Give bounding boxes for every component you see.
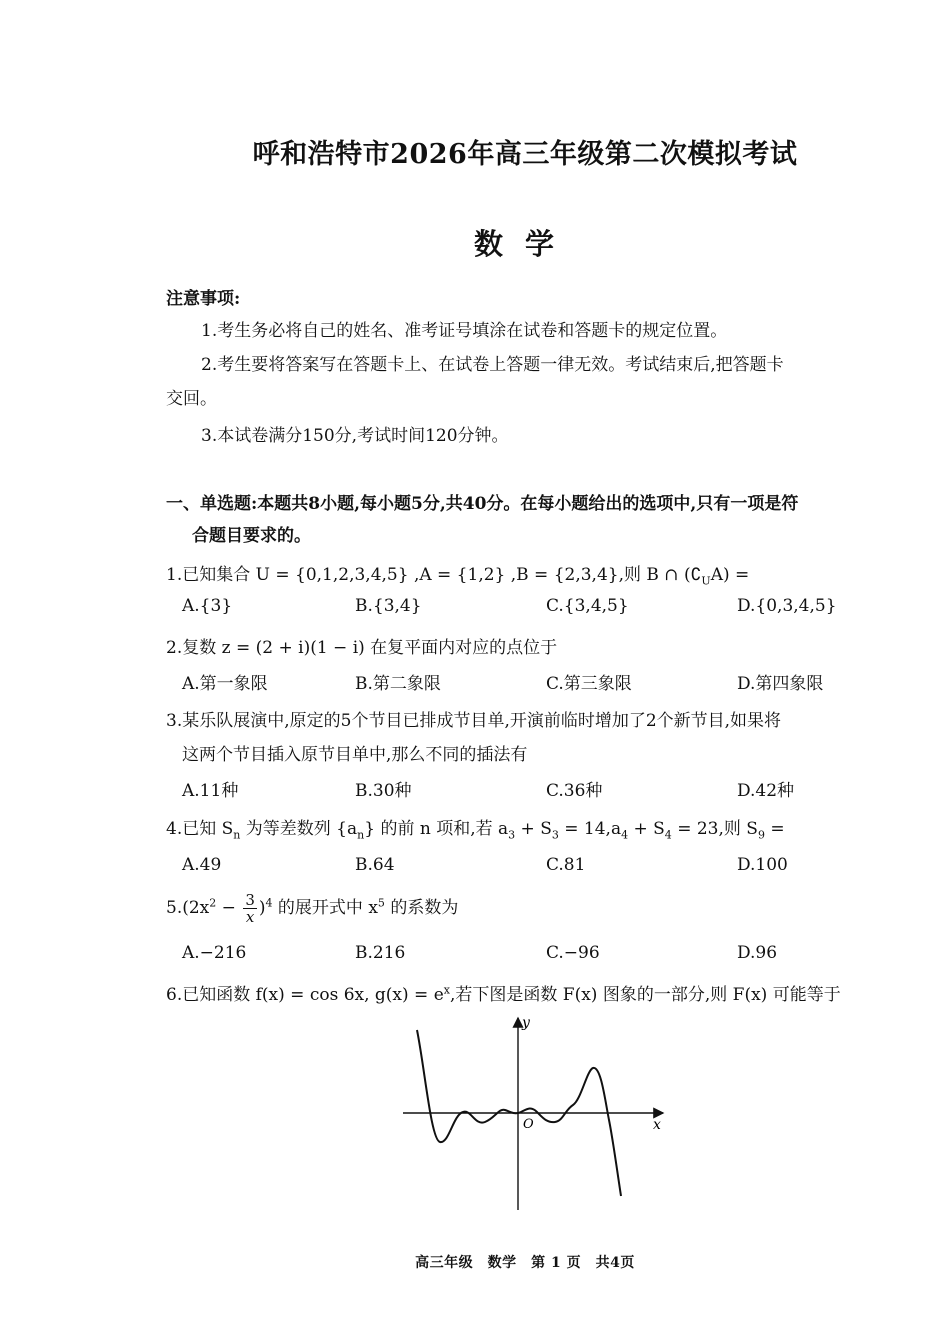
exam-title: 呼和浩特市2026年高三年级第二次模拟考试 xyxy=(252,139,798,170)
q4-part-a: 4.已知 S xyxy=(166,819,234,839)
q4-part-c: } 的前 n 项和,若 a xyxy=(364,819,509,839)
x-axis-label: x xyxy=(653,1117,661,1133)
q5-part-d: 的展开式中 x xyxy=(272,898,378,918)
notice-item-2-cont: 交回。 xyxy=(166,389,217,409)
question-2-stem: 2.复数 z = (2 + i)(1 − i) 在复平面内对应的点位于 xyxy=(166,638,558,658)
q1-stem-sub: U xyxy=(701,574,711,588)
q1-stem-text: 1.已知集合 U = {0,1,2,3,4,5} ,A = {1,2} ,B = {2,3,4},则 B ∩ (∁ xyxy=(166,565,702,585)
q3-option-d: D.42种 xyxy=(737,781,795,801)
q5-sup-a: 2 xyxy=(209,896,217,910)
q5-fraction xyxy=(243,892,257,925)
page-footer: 高三年级 数学 第 1 页 共4页 xyxy=(415,1255,635,1271)
q5-part-c: ) xyxy=(258,898,266,918)
q5-part-e: 的系数为 xyxy=(384,898,459,918)
q5-frac-num: 3 xyxy=(245,891,255,909)
q1-option-c: C.{3,4,5} xyxy=(546,596,629,616)
q5-sup-c: 4 xyxy=(265,896,273,910)
question-4-stem xyxy=(166,814,785,841)
q4-part-e: = 14,a xyxy=(558,819,622,839)
notice-item-3: 3.本试卷满分150分,考试时间120分钟。 xyxy=(201,426,509,446)
q2-option-c: C.第三象限 xyxy=(546,674,632,694)
q1-stem-end: A) = xyxy=(710,565,750,585)
q4-part-h: = xyxy=(764,819,785,839)
q1-option-a: A.{3} xyxy=(182,596,233,616)
q4-sub-d: 3 xyxy=(551,828,559,842)
q2-option-d: D.第四象限 xyxy=(737,674,824,694)
origin-label: O xyxy=(523,1117,534,1132)
q4-part-f: + S xyxy=(628,819,665,839)
question-1-stem xyxy=(166,560,749,587)
q4-part-b: 为等差数列 {a xyxy=(240,819,358,839)
q5-option-c: C.−96 xyxy=(546,943,600,963)
q4-sub-b: n xyxy=(357,828,365,842)
q6-part-b: ,若下图是函数 F(x) 图象的一部分,则 F(x) 可能等于 xyxy=(449,985,841,1005)
question-3-stem-line2: 这两个节目插入原节目单中,那么不同的插法有 xyxy=(182,745,528,765)
section-heading-line1: 一、单选题:本题共8小题,每小题5分,共40分。在每小题给出的选项中,只有一项是符 xyxy=(166,494,799,514)
q4-option-d: D.100 xyxy=(737,855,788,875)
q4-sub-c: 3 xyxy=(508,828,516,842)
q2-option-b: B.第二象限 xyxy=(355,674,441,694)
q5-part-a: 5.(2x xyxy=(166,898,210,918)
question-3-stem-line1: 3.某乐队展演中,原定的5个节目已排成节目单,开演前临时增加了2个新节目,如果将 xyxy=(166,711,782,731)
q4-option-b: B.64 xyxy=(355,855,395,875)
q5-option-a: A.−216 xyxy=(182,943,247,963)
subject-title: 数学 xyxy=(473,227,576,261)
q5-frac-den: x xyxy=(245,908,255,926)
q4-part-g: = 23,则 S xyxy=(671,819,758,839)
q2-option-a: A.第一象限 xyxy=(182,674,268,694)
question-6-stem xyxy=(166,980,841,1005)
q4-part-d: + S xyxy=(515,819,552,839)
q4-sub-f: 4 xyxy=(664,828,672,842)
q3-option-a: A.11种 xyxy=(182,781,239,801)
question-5-stem xyxy=(166,892,458,925)
y-axis-label: y xyxy=(522,1015,530,1031)
notice-heading: 注意事项: xyxy=(166,289,241,309)
function-graph xyxy=(395,1010,675,1220)
q4-sub-e: 4 xyxy=(621,828,629,842)
q4-option-c: C.81 xyxy=(546,855,586,875)
q5-sup-d: 5 xyxy=(377,896,385,910)
q6-sup-a: x xyxy=(443,983,450,997)
q5-option-d: D.96 xyxy=(737,943,778,963)
q6-part-a: 6.已知函数 f(x) = cos 6x, g(x) = e xyxy=(166,985,444,1005)
q4-option-a: A.49 xyxy=(182,855,222,875)
q4-sub-g: 9 xyxy=(757,828,765,842)
q1-option-b: B.{3,4} xyxy=(355,596,422,616)
section-heading-line2: 合题目要求的。 xyxy=(192,526,311,546)
q1-option-d: D.{0,3,4,5} xyxy=(737,596,837,616)
q5-part-b: − xyxy=(216,898,242,918)
q5-option-b: B.216 xyxy=(355,943,406,963)
notice-item-1: 1.考生务必将自己的姓名、准考证号填涂在试卷和答题卡的规定位置。 xyxy=(201,321,728,341)
q4-sub-a: n xyxy=(233,828,241,842)
q3-option-c: C.36种 xyxy=(546,781,603,801)
q3-option-b: B.30种 xyxy=(355,781,412,801)
notice-item-2: 2.考生要将答案写在答题卡上、在试卷上答题一律无效。考试结束后,把答题卡 xyxy=(201,355,784,375)
